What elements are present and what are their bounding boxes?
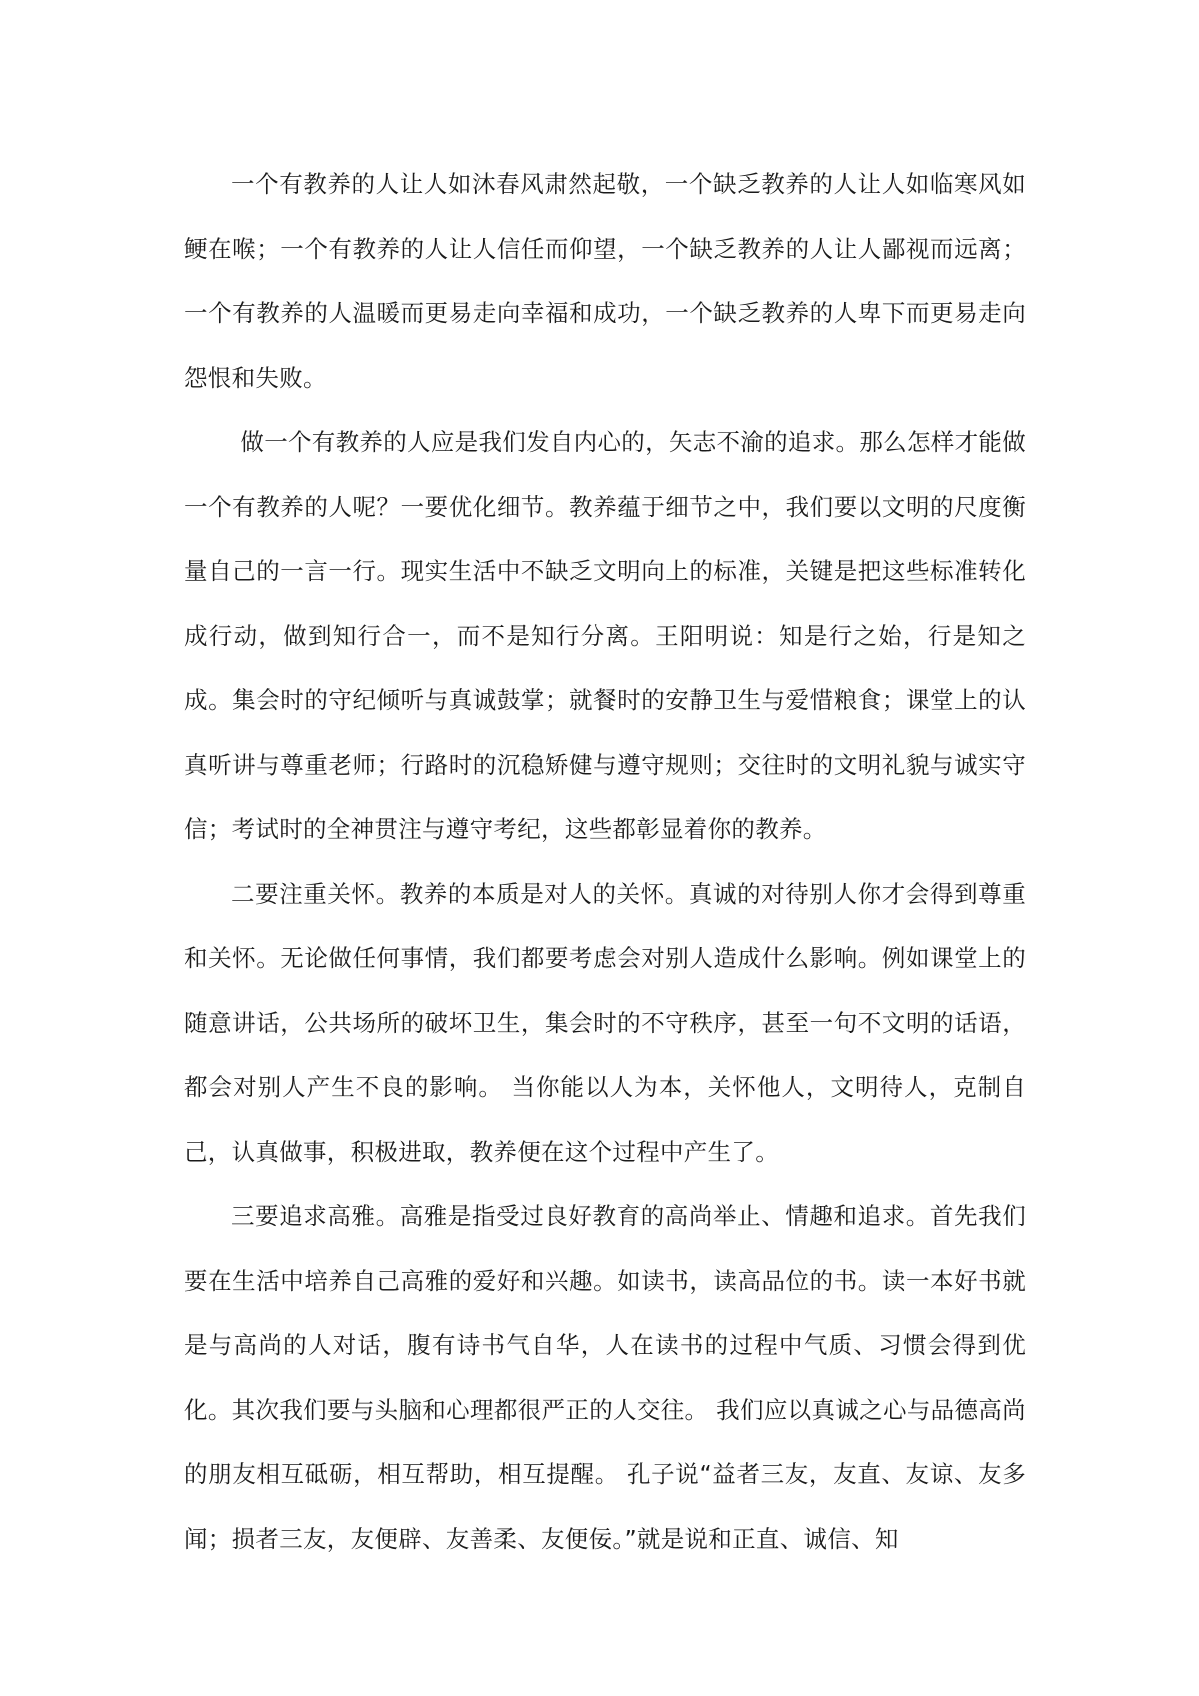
paragraph-4: 三要追求高雅。高雅是指受过良好教育的高尚举止、情趣和追求。首先我们要在生活中培养自己高雅的爱好和兴趣。如读书，读高品位的书。读一本好书就是与高尚的人对话，腹有诗书气自华，人在读书的过程中气质、习惯会得到优化。其次我们要与头脑和心理都很严正的人交往。 我们应以真诚之心与品德高尚的朋友相互砥砺，相互帮助，相互提醒。 孔子说“益者三友，友直、友谅、友多闻；损者三友，友便辟、友善柔、友便佞。”就是说和正直、诚信、知 xyxy=(184,1202,1026,1553)
paragraph-2: 做一个有教养的人应是我们发自内心的，矢志不渝的追求。那么怎样才能做一个有教养的人呢？一要优化细节。教养蕴于细节之中，我们要以文明的尺度衡量自己的一言一行。现实生活中不缺乏文明向上的标准，关键是把这些标准转化成行动，做到知行合一，而不是知行分离。王阳明说：知是行之始，行是知之成。集会时的守纪倾听与真诚鼓掌；就餐时的安静卫生与爱惜粮食；课堂上的认真听讲与尊重老师；行路时的沉稳矫健与遵守规则；交往时的文明礼貌与诚实守信；考试时的全神贯注与遵守考纪，这些都彰显着你的教养。 xyxy=(184,428,1026,843)
paragraph-1: 一个有教养的人让人如沐春风肃然起敬，一个缺乏教养的人让人如临寒风如鲠在喉；一个有教养的人让人信任而仰望，一个缺乏教养的人让人鄙视而远离；一个有教养的人温暖而更易走向幸福和成功，一个缺乏教养的人卑下而更易走向怨恨和失败。 xyxy=(184,170,1026,392)
document-body xyxy=(184,152,1026,1571)
paragraph-3: 二要注重关怀。教养的本质是对人的关怀。真诚的对待别人你才会得到尊重和关怀。无论做任何事情，我们都要考虑会对别人造成什么影响。例如课堂上的随意讲话，公共场所的破坏卫生，集会时的不守秩序，甚至一句不文明的话语，都会对别人产生不良的影响。 当你能以人为本，关怀他人，文明待人，克制自己，认真做事，积极进取，教养便在这个过程中产生了。 xyxy=(184,879,1026,1166)
